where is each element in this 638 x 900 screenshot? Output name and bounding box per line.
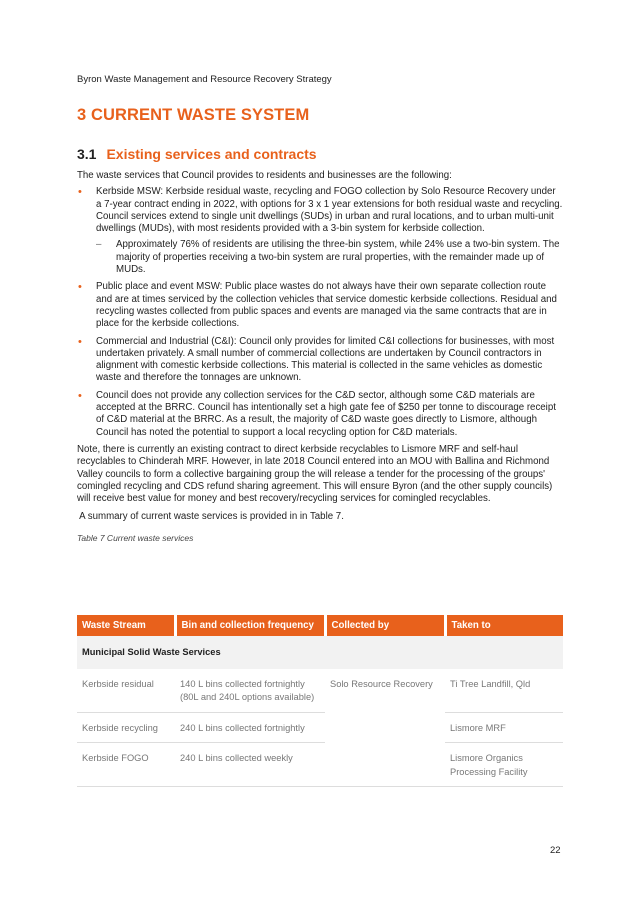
sub-list xyxy=(96,239,563,276)
table-cell: 240 L bins collected weekly xyxy=(175,743,325,787)
list-item-text: Kerbside MSW: Kerbside residual waste, recycling and FOGO collection by Solo Resource Recovery under a 7-year contract ending in 2022, with options for 3 x 1 year extensions for both residual waste and recycling. Council services extend to single unit dwellings (SUDs) in urban and rural locations, and to urban multi-unit dwellings (MUDs), with most residents provided with a 3-bin system for kerbside collection. xyxy=(96,186,563,235)
list-item xyxy=(77,186,563,276)
table-cell: Kerbside FOGO xyxy=(77,743,175,787)
table-cell: Lismore MRF xyxy=(445,712,563,743)
chapter-title: 3 CURRENT WASTE SYSTEM xyxy=(77,106,310,124)
column-header: Collected by xyxy=(325,615,445,636)
bullet-icon: • xyxy=(78,389,82,402)
table-row xyxy=(77,712,563,743)
table-cell xyxy=(325,712,445,743)
bullet-icon: • xyxy=(78,281,82,294)
bullet-icon: • xyxy=(78,186,82,199)
summary-paragraph: A summary of current waste services is provided in in Table 7. xyxy=(77,511,344,523)
table-group-row xyxy=(77,636,563,669)
table-header-row xyxy=(77,615,563,636)
table-cell: 140 L bins collected fortnightly (80L and 240L options available) xyxy=(175,669,325,713)
section-title: Existing services and contracts xyxy=(106,146,317,162)
table-caption: Table 7 Current waste services xyxy=(77,532,194,543)
list-item xyxy=(77,390,563,439)
section-number: 3.1 xyxy=(77,146,97,162)
group-label: Municipal Solid Waste Services xyxy=(77,636,563,669)
table-row xyxy=(77,743,563,787)
section-heading xyxy=(77,146,317,162)
dash-icon: – xyxy=(96,239,102,251)
table-cell: Solo Resource Recovery xyxy=(330,678,433,689)
bullet-icon: • xyxy=(78,335,82,348)
table-cell: Kerbside residual xyxy=(77,669,175,713)
list-item-text: Public place and event MSW: Public place wastes do not always have their own separate collection route and are at times serviced by the collection vehicles that service domestic kerbside collections. Residual and recycling wastes collected from public spaces and events are managed via the same contracts that are in place for the kerbside collections. xyxy=(96,281,557,330)
list-item xyxy=(77,281,563,330)
list-item xyxy=(77,336,563,385)
table-row xyxy=(77,669,563,713)
table-cell xyxy=(325,743,445,787)
sub-list-item xyxy=(96,239,563,276)
running-header: Byron Waste Management and Resource Recovery Strategy xyxy=(77,74,332,85)
column-header: Taken to xyxy=(445,615,563,636)
sub-list-item-text: Approximately 76% of residents are utilising the three-bin system, while 24% use a two-bin system. The majority of properties receiving a two-bin system are rural properties, with the remainder made up of MUDs. xyxy=(116,239,560,276)
table-cell: Ti Tree Landfill, Qld xyxy=(445,669,563,713)
waste-services-table xyxy=(77,615,563,787)
list-item-text: Commercial and Industrial (C&I): Council only provides for limited C&I collections for businesses, with most undertaken privately. A small number of commercial collections are undertaken by Council contractors in alignment with comestic kerbside collections. This material is collected in the same vehicles as domestic waste and therefore the tonnages are unknown. xyxy=(96,335,555,384)
services-list xyxy=(77,186,563,439)
page-number: 22 xyxy=(550,845,561,856)
body-content xyxy=(77,170,563,544)
column-header: Waste Stream xyxy=(77,615,175,636)
table-cell: Kerbside recycling xyxy=(77,712,175,743)
note-paragraph: Note, there is currently an existing contract to direct kerbside recyclables to Lismore MRF and self-haul recyclables to Chinderah MRF. However, in late 2018 Council entered into an MOU with Ballina and Richmond Valley councils to form a collective bargaining group the will release a tender for the processing of the groups' comingled recycling and CDS refund sharing agreement. This will ensure Byron (and the other supply councils) will receive best value for money and best recovery/recycling services for comingled recyclables. xyxy=(77,443,553,505)
column-header: Bin and collection frequency xyxy=(175,615,325,636)
table-cell: Lismore Organics Processing Facility xyxy=(445,743,563,787)
table-cell: 240 L bins collected fortnightly xyxy=(175,712,325,743)
list-item-text: Council does not provide any collection services for the C&D sector, although some C&D materials are accepted at the BRRC. Council has intentionally set a high gate fee of $250 per tonne to discourage receipt of C&D material at the BRRC. As a result, the majority of C&D waste goes directly to Lismore, although Council has noted the potential to support a local recycling option for C&D materials. xyxy=(96,389,556,438)
intro-paragraph: The waste services that Council provides to residents and businesses are the following: xyxy=(77,170,452,181)
